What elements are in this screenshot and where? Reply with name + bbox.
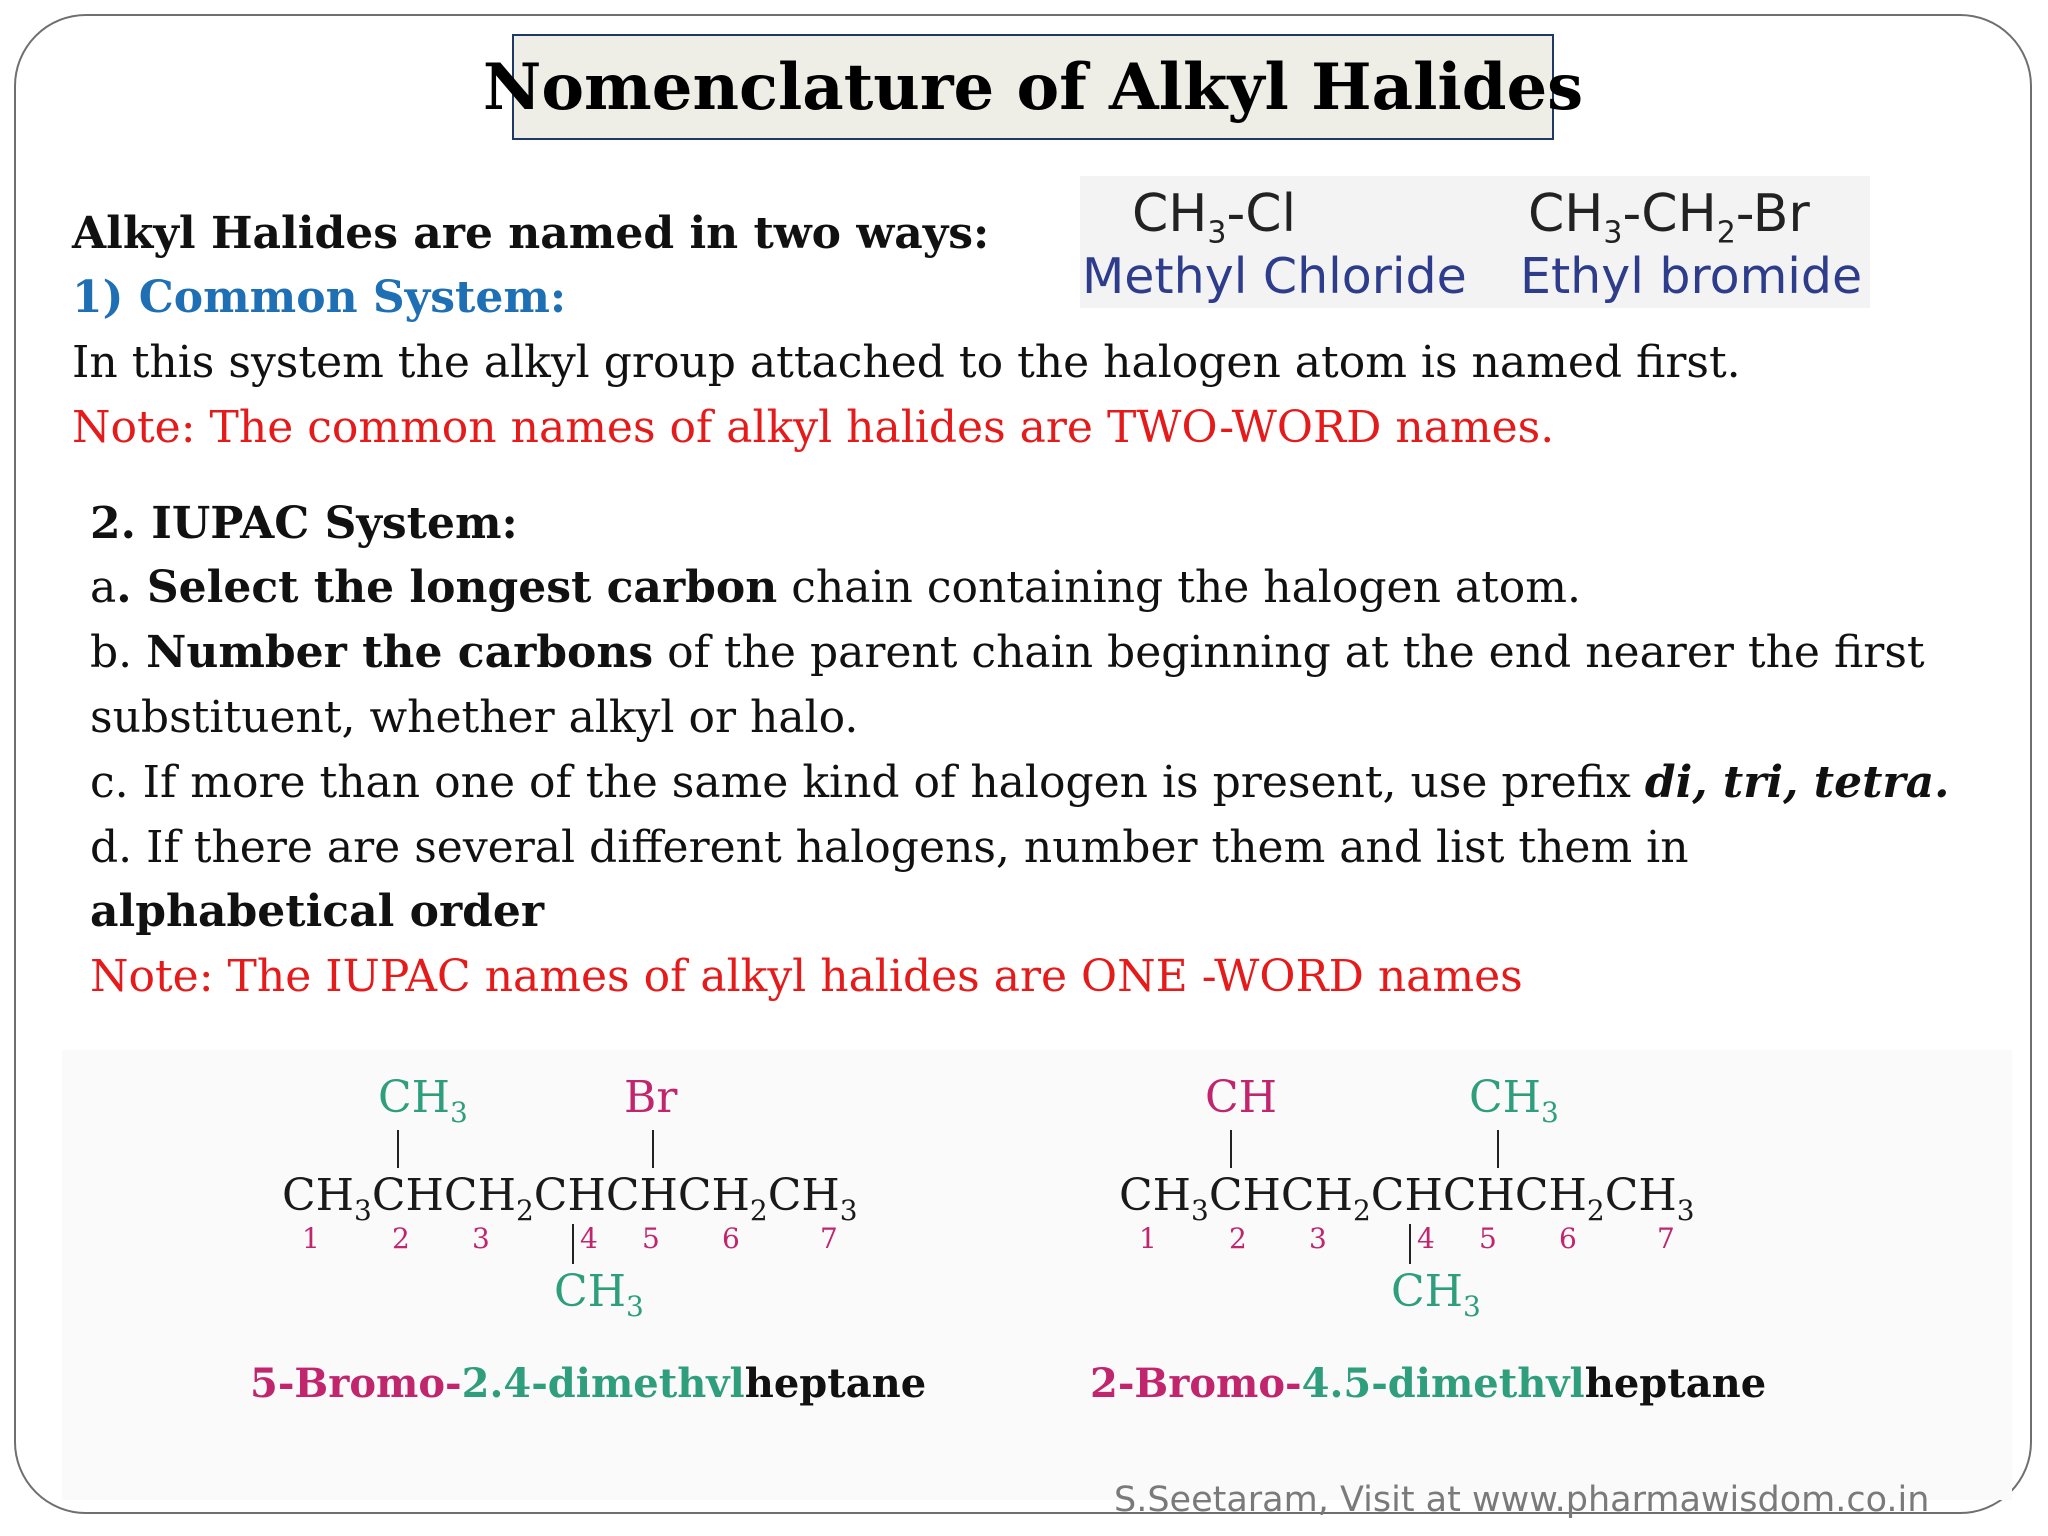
common-system-heading: 1) Common System: bbox=[72, 272, 567, 323]
substituent-methyl-top: $CH_3$ bbox=[378, 1072, 468, 1129]
example-formula-ethyl-bromide: $CH_3-CH_2-Br$ bbox=[1528, 184, 1810, 251]
iupac-rule-b: b. Number the carbons of the parent chain beginning at the end nearer the first bbox=[90, 627, 1925, 678]
common-system-description: In this system the alkyl group attached to the halogen atom is named first. bbox=[72, 337, 1741, 388]
bond-line bbox=[1497, 1130, 1499, 1168]
bond-line bbox=[572, 1224, 574, 1264]
carbon-number: 4 bbox=[1417, 1222, 1435, 1255]
carbon-number: 2 bbox=[392, 1222, 410, 1255]
substituent-bromo-top: Br bbox=[624, 1072, 678, 1123]
substituent-bromo-top: CH bbox=[1205, 1072, 1278, 1123]
iupac-name-label: 5-Bromo-2.4-dimethvlheptane bbox=[250, 1360, 927, 1407]
iupac-system-heading: 2. IUPAC System: bbox=[90, 498, 518, 549]
slide-title: Nomenclature of Alkyl Halides bbox=[482, 49, 1584, 125]
iupac-name-label: 2-Bromo-4.5-dimethvlheptane bbox=[1090, 1360, 1767, 1407]
substituent-methyl-bottom: $CH_3$ bbox=[554, 1266, 644, 1323]
iupac-rule-d: d. If there are several different halogens, number them and list them in bbox=[90, 822, 1689, 873]
carbon-number: 1 bbox=[1139, 1222, 1157, 1255]
carbon-number: 1 bbox=[302, 1222, 320, 1255]
iupac-system-note: Note: The IUPAC names of alkyl halides are ONE -WORD names bbox=[90, 951, 1523, 1002]
structure-5-bromo-2-4-dimethylheptane bbox=[62, 1050, 962, 1500]
substituent-methyl-bottom: $CH_3$ bbox=[1391, 1266, 1481, 1323]
substituent-methyl-top: $CH_3$ bbox=[1469, 1072, 1559, 1129]
example-name-methyl-chloride: Methyl Chloride bbox=[1082, 248, 1467, 305]
carbon-number: 3 bbox=[472, 1222, 490, 1255]
carbon-number: 5 bbox=[1479, 1222, 1497, 1255]
example-name-ethyl-bromide: Ethyl bromide bbox=[1520, 248, 1863, 305]
bond-line bbox=[397, 1130, 399, 1168]
iupac-rule-d-emphasis: alphabetical order bbox=[90, 886, 545, 937]
common-system-note: Note: The common names of alkyl halides are TWO-WORD names. bbox=[72, 402, 1555, 453]
carbon-number: 6 bbox=[1559, 1222, 1577, 1255]
bond-line bbox=[652, 1130, 654, 1168]
footer-credit: S.Seetaram, Visit at www.pharmawisdom.co.in bbox=[1114, 1480, 1930, 1520]
bond-line bbox=[1409, 1224, 1411, 1264]
carbon-number: 2 bbox=[1229, 1222, 1247, 1255]
structures-panel bbox=[62, 1050, 2012, 1500]
example-formula-methyl-chloride: $CH_3-Cl$ bbox=[1132, 184, 1297, 251]
carbon-number: 6 bbox=[722, 1222, 740, 1255]
title-box bbox=[482, 34, 1584, 140]
carbon-number: 7 bbox=[1657, 1222, 1675, 1255]
carbon-number: 4 bbox=[580, 1222, 598, 1255]
iupac-rule-a: a. Select the longest carbon chain containing the halogen atom. bbox=[90, 562, 1582, 613]
iupac-rule-b-continued: substituent, whether alkyl or halo. bbox=[90, 692, 859, 743]
bond-line bbox=[1230, 1130, 1232, 1168]
carbon-number: 5 bbox=[642, 1222, 660, 1255]
intro-text: Alkyl Halides are named in two ways: bbox=[72, 208, 990, 259]
main-chain-formula: $CH_3CHCH_2CHCHCH_2CH_3$ bbox=[1119, 1170, 1695, 1227]
common-examples-panel bbox=[1080, 176, 1870, 308]
carbon-number: 3 bbox=[1309, 1222, 1327, 1255]
main-chain-formula: $CH_3CHCH_2CHCHCH_2CH_3$ bbox=[282, 1170, 858, 1227]
structure-2-bromo-4-5-dimethylheptane bbox=[897, 1050, 1797, 1500]
carbon-number: 7 bbox=[820, 1222, 838, 1255]
iupac-rule-c: c. If more than one of the same kind of halogen is present, use prefix di, tri, tetra. bbox=[90, 757, 1950, 808]
